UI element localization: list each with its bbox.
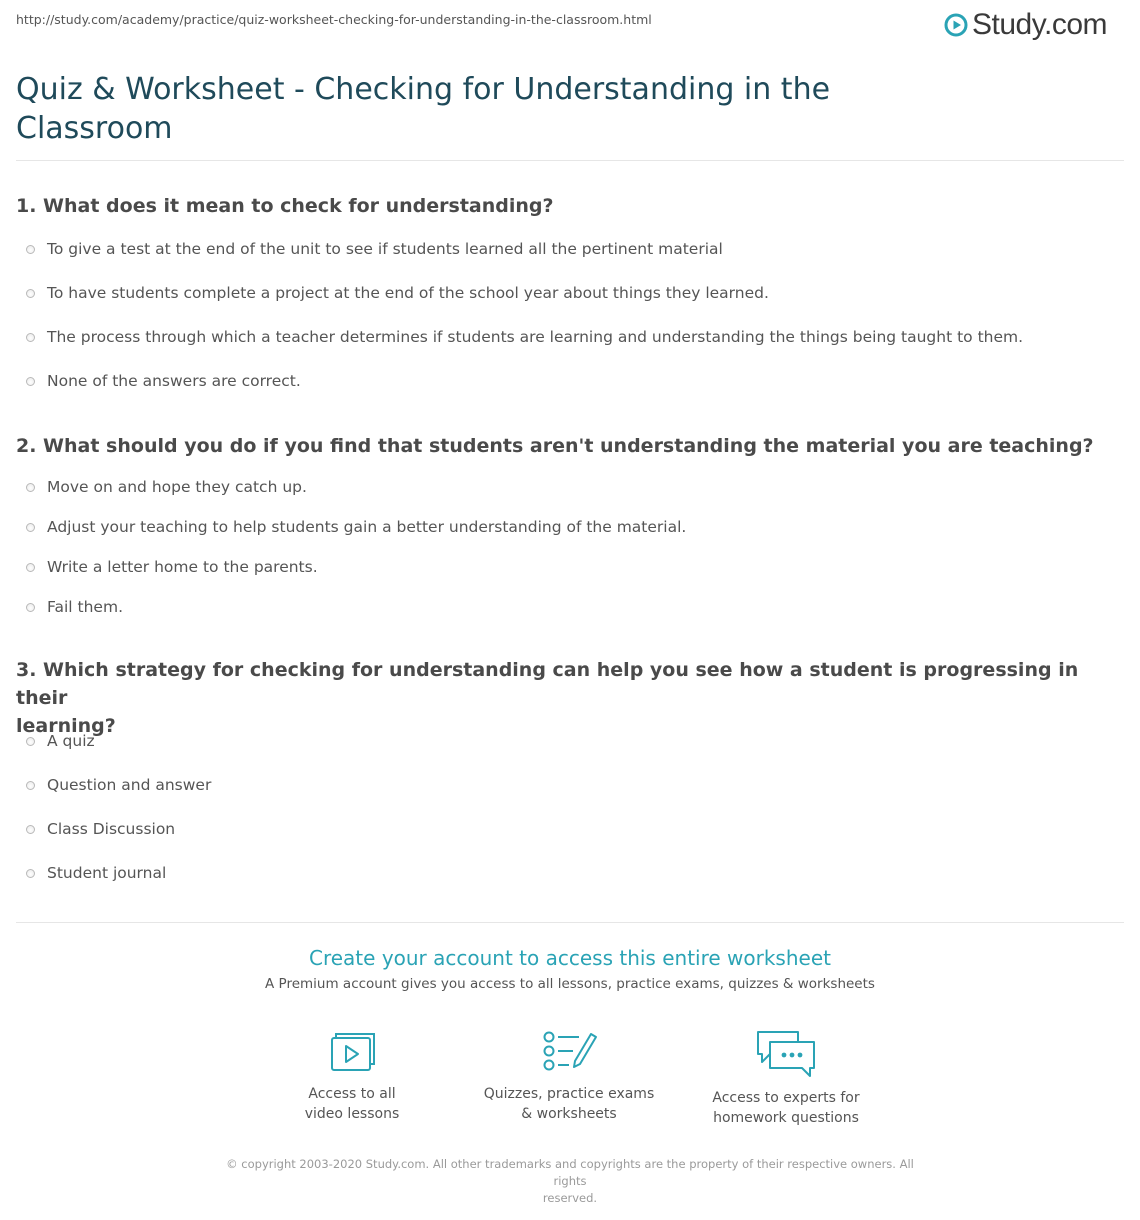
answer-label: Move on and hope they catch up.: [47, 478, 307, 496]
radio-button[interactable]: [26, 737, 35, 746]
create-account-link[interactable]: Create your account to access this entire worksheet: [309, 946, 831, 970]
radio-button[interactable]: [26, 781, 35, 790]
answer-option[interactable]: [26, 284, 769, 302]
answer-label: A quiz: [47, 732, 95, 750]
answer-option[interactable]: [26, 372, 301, 390]
radio-button[interactable]: [26, 825, 35, 834]
answer-label: Question and answer: [47, 776, 212, 794]
feature-label-line: & worksheets: [521, 1106, 617, 1122]
copyright-line: reserved.: [542, 1191, 598, 1205]
question-2-text: 2. What should you do if you find that students aren't understanding the material you are teaching?: [16, 435, 1094, 457]
answer-option[interactable]: [26, 776, 211, 794]
answer-option[interactable]: [26, 820, 175, 838]
chat-bubbles-icon: [686, 1028, 886, 1078]
answer-option[interactable]: [26, 328, 1023, 346]
radio-button[interactable]: [26, 483, 35, 492]
play-circle-icon: [944, 13, 968, 37]
answer-option[interactable]: [26, 598, 123, 616]
question-3-line-2: learning?: [16, 715, 116, 737]
cta-subheading: A Premium account gives you access to all lessons, practice exams, quizzes & worksheets: [265, 976, 875, 992]
answer-label: To have students complete a project at the end of the school year about things they learned.: [47, 284, 769, 302]
answer-option[interactable]: [26, 240, 723, 258]
feature-label-line: Quizzes, practice exams: [483, 1086, 655, 1102]
copyright-line: © copyright 2003-2020 Study.com. All other trademarks and copyrights are the property of their respective owners. All rights: [226, 1157, 914, 1188]
radio-button[interactable]: [26, 523, 35, 532]
answer-option[interactable]: [26, 478, 307, 496]
answer-label: Write a letter home to the parents.: [47, 558, 318, 576]
page-title-line-2: Classroom: [16, 111, 173, 146]
radio-button[interactable]: [26, 377, 35, 386]
question-1-text: 1. What does it mean to check for understanding?: [16, 195, 554, 217]
feature-video-lessons: [252, 1028, 452, 1124]
radio-button[interactable]: [26, 245, 35, 254]
radio-button[interactable]: [26, 563, 35, 572]
radio-button[interactable]: [26, 289, 35, 298]
radio-button[interactable]: [26, 869, 35, 878]
question-3-text: [16, 656, 1116, 740]
answer-label: Adjust your teaching to help students gain a better understanding of the material.: [47, 518, 687, 536]
video-lessons-icon: [252, 1028, 452, 1074]
answer-option[interactable]: [26, 518, 686, 536]
feature-label-line: video lessons: [304, 1106, 400, 1122]
page-title-line-1: Quiz & Worksheet - Checking for Understanding in the: [16, 72, 831, 107]
study-logo[interactable]: [944, 8, 1107, 42]
radio-button[interactable]: [26, 603, 35, 612]
answer-label: The process through which a teacher determines if students are learning and understanding the things being taught to them.: [47, 328, 1024, 346]
answer-label: None of the answers are correct.: [47, 372, 301, 390]
page-title: [16, 70, 916, 148]
answer-label: Student journal: [47, 864, 167, 882]
feature-label-line: Access to experts for: [712, 1090, 860, 1106]
feature-label-line: homework questions: [713, 1110, 859, 1126]
page-url: http://study.com/academy/practice/quiz-worksheet-checking-for-understanding-in-the-classroom.html: [16, 12, 652, 27]
divider: [16, 922, 1124, 923]
feature-experts: [686, 1028, 886, 1128]
quiz-checklist-icon: [469, 1028, 669, 1074]
question-3-line-1: 3. Which strategy for checking for understanding can help you see how a student is progressing in their: [16, 659, 1079, 709]
answer-label: To give a test at the end of the unit to see if students learned all the pertinent material: [47, 240, 723, 258]
answer-label: Fail them.: [47, 598, 123, 616]
feature-label-line: Access to all: [308, 1086, 396, 1102]
answer-option[interactable]: [26, 732, 95, 750]
answer-option[interactable]: [26, 558, 318, 576]
divider: [16, 160, 1124, 161]
answer-label: Class Discussion: [47, 820, 176, 838]
feature-quizzes: [469, 1028, 669, 1124]
radio-button[interactable]: [26, 333, 35, 342]
logo-text: Study.com: [972, 8, 1107, 41]
copyright-notice: [210, 1156, 930, 1207]
answer-option[interactable]: [26, 864, 166, 882]
